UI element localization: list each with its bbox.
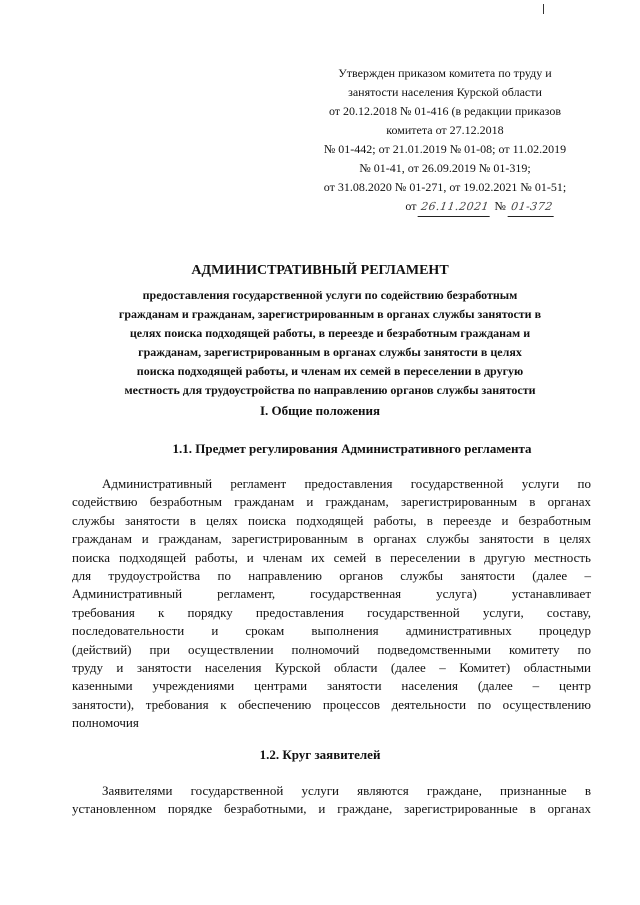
approval-stamp	[300, 64, 590, 217]
paragraph-line: (действий) при осуществлении полномочий подведомственными комитету по	[72, 641, 591, 657]
document-subtitle	[60, 286, 600, 400]
approval-line: № 01-442; от 21.01.2019 № 01-08; от 11.02.2019	[323, 142, 567, 156]
paragraph-line: требования к порядку предоставления государственной услуги, составу,	[72, 604, 591, 620]
paragraph-1-2	[72, 782, 591, 819]
paragraph-line: Административный регламент, государственная услуга) устанавливает	[72, 586, 591, 602]
paragraph-1-1	[72, 475, 591, 733]
paragraph-line: последовательности и срокам выполнения административных процедур	[72, 623, 591, 639]
subtitle-line: гражданам, зарегистрированным в органах службы занятости в целях	[138, 345, 522, 359]
document-title: АДМИНИСТРАТИВНЫЙ РЕГЛАМЕНТ	[191, 263, 449, 278]
paragraph-line: гражданам и гражданам, зарегистрированным в органах службы занятости в целях	[72, 531, 591, 547]
paragraph-line: труду и занятости населения Курской области (далее – Комитет) областными	[72, 660, 591, 676]
section-heading: I. Общие положения	[260, 403, 380, 418]
paragraph-line: Заявителями государственной услуги являются граждане, признанные в	[102, 783, 591, 798]
approval-line: занятости населения Курской области	[348, 85, 542, 99]
approval-line: № 01-41, от 26.09.2019 № 01-319;	[359, 161, 531, 175]
handwritten-date: 26.11.2021	[418, 197, 493, 217]
subsection-heading-1-2: 1.2. Круг заявителей	[259, 747, 381, 762]
subtitle-line: гражданам и гражданам, зарегистрированным в органах службы занятости в	[118, 307, 542, 321]
paragraph-line: полномочия	[72, 715, 139, 731]
paragraph-line: Административный регламент предоставления государственной услуги по	[102, 476, 591, 491]
paragraph-line: содействию безработным гражданам и гражданам, зарегистрированным в органах	[72, 494, 591, 510]
approval-number-label: №	[494, 199, 506, 213]
paragraph-line: установленном порядке безработными, и граждане, зарегистрированные в органах	[72, 801, 591, 817]
approval-last-prefix: от	[405, 199, 417, 213]
paragraph-line: службы занятости в целях поиска подходящей работы, в переезде и безработным	[72, 512, 591, 528]
paragraph-line: казенными учреждениями центрами занятости населения (далее – центр	[72, 678, 591, 694]
subtitle-line: предоставления государственной услуги по содействию безработным	[142, 288, 518, 302]
approval-line: Утвержден приказом комитета по труду и	[338, 66, 552, 80]
paragraph-line: поиска подходящей работы, и членам их семей в переселении в другую местность	[72, 549, 591, 565]
scan-margin-mark	[543, 4, 544, 14]
approval-line: от 20.12.2018 № 01-416 (в редакции приказов	[328, 104, 562, 118]
subtitle-line: местность для трудоустройства по направлению органов службы занятости	[124, 383, 536, 397]
subtitle-line: поиска подходящей работы, и членам их семей в переселении в другую	[136, 364, 524, 378]
approval-last-line	[300, 197, 590, 217]
approval-line: от 31.08.2020 № 01-271, от 19.02.2021 № 01-51;	[323, 180, 567, 194]
paragraph-line: занятости), требования к обеспечению процессов деятельности по осуществлению	[72, 696, 591, 712]
paragraph-line: для трудоустройства по направлению органов службы занятости (далее –	[72, 568, 591, 584]
approval-line: комитета от 27.12.2018	[386, 123, 504, 137]
subtitle-line: целях поиска подходящей работы, в переезде и безработным гражданам и	[129, 326, 531, 340]
handwritten-number: 01-372	[508, 197, 557, 217]
subsection-heading-1-1: 1.1. Предмет регулирования Административного регламента	[172, 441, 532, 456]
